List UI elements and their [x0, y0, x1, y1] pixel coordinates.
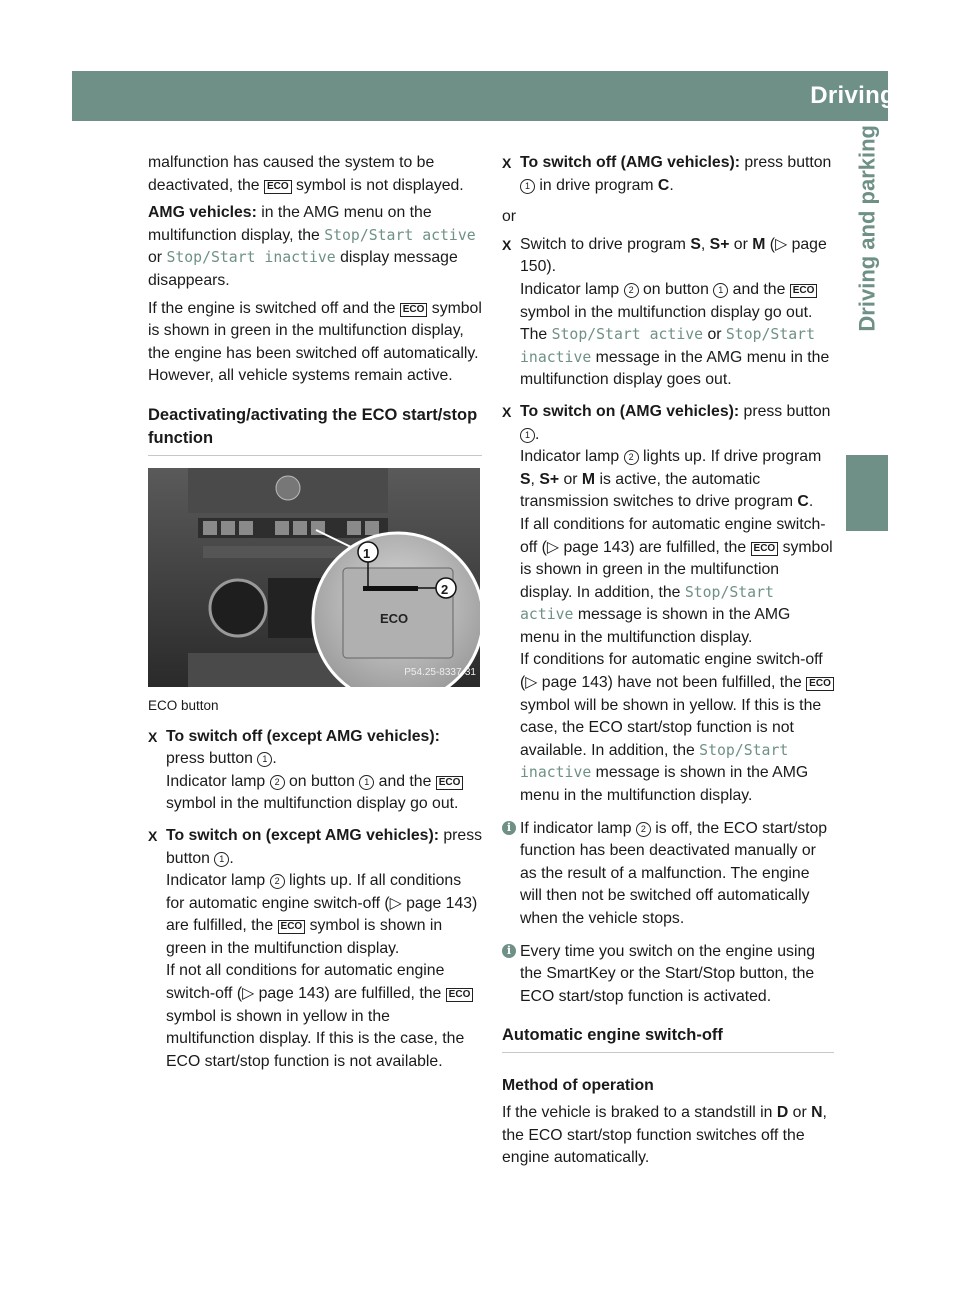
info-icon: i	[502, 821, 516, 835]
instruction-step: X To switch on (except AMG vehicles): press button 1 . Indicator lamp 2 lights up. If all conditions for automatic engine switch-off (▷ page 143) are fulfilled, the ECO symbol is shown in green in the multifunction display. If not all conditions for automatic engine switch-off (▷ page 143) are fulfilled, the ECO symbol is shown in yellow in the multifunction display. If this is the case, the ECO start/stop function is not available.	[148, 826, 483, 1070]
paragraph: AMG vehicles: in the AMG menu on the multifunction display, the Stop/Start active or Stop/Start inactive display message disappears.	[148, 204, 476, 289]
callout-1-label: 1	[363, 545, 371, 561]
header-divider	[902, 71, 906, 121]
chapter-title: Driving	[810, 82, 895, 109]
display-message: Stop/Start inactive	[166, 249, 336, 267]
eco-symbol-icon: ECO	[400, 303, 428, 317]
eco-symbol-icon: ECO	[790, 284, 818, 298]
paragraph: If the vehicle is braked to a standstill in D or N, the ECO start/stop function switches off the engine automatically.	[502, 1103, 827, 1167]
side-tab-label: Driving and parking	[855, 125, 880, 332]
page-number: 143	[914, 88, 946, 109]
eco-symbol-icon: ECO	[446, 988, 474, 1002]
figure-code: P54.25-8337-31	[404, 667, 476, 679]
section-heading: Deactivating/activating the ECO start/stop function	[148, 404, 482, 456]
eco-symbol-icon: ECO	[278, 920, 306, 934]
instruction-step: X Switch to drive program S, S+ or M (▷ page 150). Indicator lamp 2 on button 1 and the ECO symbol in the multifunction display go out. The Stop/Start active or Stop/Start inactive message in the AMG menu in the multifunction display goes out.	[502, 235, 830, 389]
figure-caption: ECO button	[148, 697, 219, 713]
display-message: Stop/Start active	[520, 583, 774, 624]
lamp-2-icon: 2	[270, 775, 285, 790]
instruction-step: X To switch on (AMG vehicles): press button 1 . Indicator lamp 2 lights up. If drive program S, S+ or M is active, the automatic transmission switches to drive program C. If all conditions for automatic engine switch-off (▷ page 143) are fulfilled, the ECO symbol is shown in green in the multifunction display. In addition, the Stop/Start active message is shown in the AMG menu in the multifunction display. If conditions for automatic engine switch-off (▷ page 143) have not been fulfilled, the ECO symbol will be shown in yellow. If this is the case, the ECO start/stop function is not available. In addition, the Stop/Start inactive message is shown in the AMG menu in the multifunction display.	[502, 402, 833, 805]
eco-button-figure	[148, 468, 480, 687]
paragraph: malfunction has caused the system to be deactivated, the ECO symbol is not displayed.	[148, 154, 464, 194]
button-1-icon: 1	[214, 852, 229, 867]
step-marker-icon: X	[502, 155, 512, 171]
header-bar	[72, 71, 946, 121]
callout-2-label: 2	[441, 581, 449, 597]
eco-symbol-icon: ECO	[436, 776, 464, 790]
step-marker-icon: X	[148, 827, 158, 844]
eco-symbol-icon: ECO	[264, 180, 292, 194]
section-heading: Automatic engine switch-off	[502, 1024, 834, 1053]
subsection-heading: Method of operation	[502, 1077, 654, 1095]
side-tab	[846, 125, 886, 425]
info-note: i Every time you switch on the engine using the SmartKey or the Start/Stop button, the ECO start/stop function is activated.	[502, 941, 834, 1009]
display-message: Stop/Start inactive	[520, 741, 789, 782]
eco-symbol-icon: ECO	[806, 677, 834, 691]
display-message: Stop/Start active	[324, 226, 476, 244]
display-message: Stop/Start inactive	[520, 326, 815, 366]
display-message: Stop/Start active	[551, 326, 704, 344]
button-1-icon: 1	[359, 775, 374, 790]
step-marker-icon: X	[502, 403, 512, 420]
info-icon: i	[502, 944, 516, 958]
lamp-2-icon: 2	[624, 450, 639, 465]
instruction-step: X To switch off (AMG vehicles): press button 1 in drive program C.	[502, 154, 832, 194]
left-column	[148, 152, 482, 1082]
step-marker-icon: X	[502, 236, 512, 253]
eco-symbol-icon: ECO	[751, 542, 779, 556]
side-tab-marker	[846, 455, 888, 531]
step-marker-icon: X	[148, 728, 158, 745]
button-1-icon: 1	[257, 752, 272, 767]
right-column	[502, 152, 834, 1175]
eco-button-label: ECO	[380, 610, 409, 626]
lamp-2-icon: 2	[624, 283, 639, 298]
paragraph: or	[502, 208, 517, 226]
info-note: i If indicator lamp 2 is off, the ECO start/stop function has been deactivated manually or as the result of a malfunction. The engine will then not be switched off automatically when the vehicle stops.	[502, 818, 834, 931]
paragraph: If the engine is switched off and the ECO symbol is shown in green in the multifunction display, the engine has been switched off automatically. However, all vehicle systems remain active.	[148, 299, 482, 385]
instruction-step: X To switch off (except AMG vehicles): press button 1 . Indicator lamp 2 on button 1 and the ECO symbol in the multifunction display go out.	[148, 726, 482, 816]
button-1-icon: 1	[520, 428, 535, 443]
button-1-icon: 1	[713, 283, 728, 298]
lamp-2-icon: 2	[636, 822, 651, 837]
lamp-2-icon: 2	[270, 874, 285, 889]
button-1-icon: 1	[520, 179, 535, 194]
